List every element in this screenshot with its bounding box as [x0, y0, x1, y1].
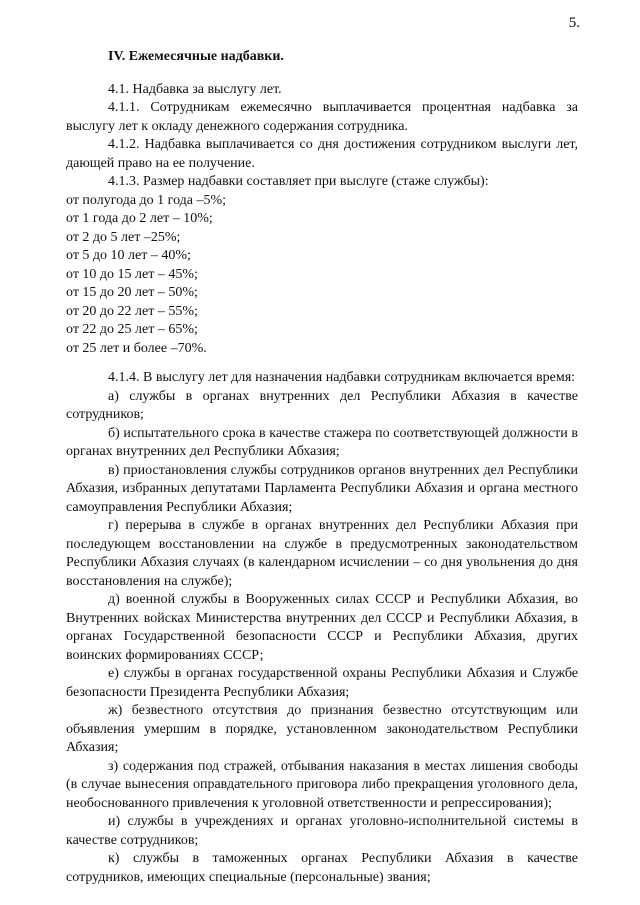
paragraph-4-1: 4.1. Надбавка за выслугу лет. — [108, 81, 282, 97]
paragraph-4-1-3: 4.1.3. Размер надбавки составляет при выслуге (стаже службы): — [108, 174, 489, 189]
paragraph-4-1-4: 4.1.4. В выслугу лет для назначения надбавки сотрудникам включается время: — [108, 370, 576, 385]
paragraph-4-1-1: 4.1.1. Сотрудникам ежемесячно выплачивается процентная надбавка за выслугу лет к окладу денежного содержания сотрудника. — [66, 100, 578, 134]
list-item: от 20 до 22 лет – 55%; — [66, 303, 198, 319]
page-number: 5. — [568, 15, 580, 31]
list-item: от 5 до 10 лет – 40%; — [66, 248, 191, 263]
list-item: от 25 лет и более –70%. — [66, 340, 207, 356]
clause-k: к) службы в таможенных органах Республики Абхазия в качестве сотрудников, имеющих специальные (персональные) звания; — [66, 851, 578, 885]
clause-z: з) содержания под стражей, отбывания наказания в местах лишения свободы (в случае вынесения оправдательного приговора либо прекращения уголовного дела, необоснованного привлечения к уголовной ответственности и репрессирования); — [66, 758, 578, 811]
paragraph-4-1-2: 4.1.2. Надбавка выплачивается со дня достижения сотрудником выслуги лет, дающей право на ее получение. — [66, 137, 578, 171]
clause-v: в) приостановления службы сотрудников органов внутренних дел Республики Абхазия, избранных депутатами Парламента Республики Абхазия и органа местного самоуправления Республики Абхазия; — [66, 462, 578, 515]
list-item: от 15 до 20 лет – 50%; — [66, 285, 198, 300]
list-item: от 2 до 5 лет –25%; — [66, 229, 181, 245]
list-item: от 22 до 25 лет – 65%; — [66, 322, 198, 337]
clause-d: д) военной службы в Вооруженных силах СССР и Республики Абхазия, во Внутренних войсках Министерства внутренних дел СССР и Республики Абхазия, в органах Государственной безопасности СССР и Республики Абхазия, других воинских формированиях СССР; — [66, 592, 578, 663]
clause-e: е) службы в органах государственной охраны Республики Абхазия и Службе безопасности Президента Республики Абхазия; — [66, 666, 578, 700]
list-item: от 10 до 15 лет – 45%; — [66, 266, 198, 282]
list-item: от 1 года до 2 лет – 10%; — [66, 211, 213, 226]
seniority-scale-list — [66, 192, 578, 359]
clause-zh: ж) безвестного отсутствия до признания безвестно отсутствующим или объявления умершим в порядке, установленном законодательством Республики Абхазия; — [66, 703, 578, 755]
document-body — [66, 48, 578, 887]
clause-g: г) перерыва в службе в органах внутренних дел Республики Абхазия при последующем восстановлении на службе в предусмотренных законодательством Республики Абхазия случаях (в календарном исчислении – со дня увольнения до дня восстановления на службе); — [66, 518, 578, 589]
list-item: от полугода до 1 года –5%; — [66, 192, 227, 208]
clause-i: и) службы в учреждениях и органах уголовно-исполнительной системы в качестве сотрудников; — [66, 814, 578, 848]
clause-b: б) испытательного срока в качестве стажера по соответствующей должности в органах внутренних дел Республики Абхазия; — [66, 425, 578, 459]
clause-a: а) службы в органах внутренних дел Республики Абхазия в качестве сотрудников; — [66, 388, 578, 422]
section-heading: IV. Ежемесячные надбавки. — [108, 49, 284, 64]
